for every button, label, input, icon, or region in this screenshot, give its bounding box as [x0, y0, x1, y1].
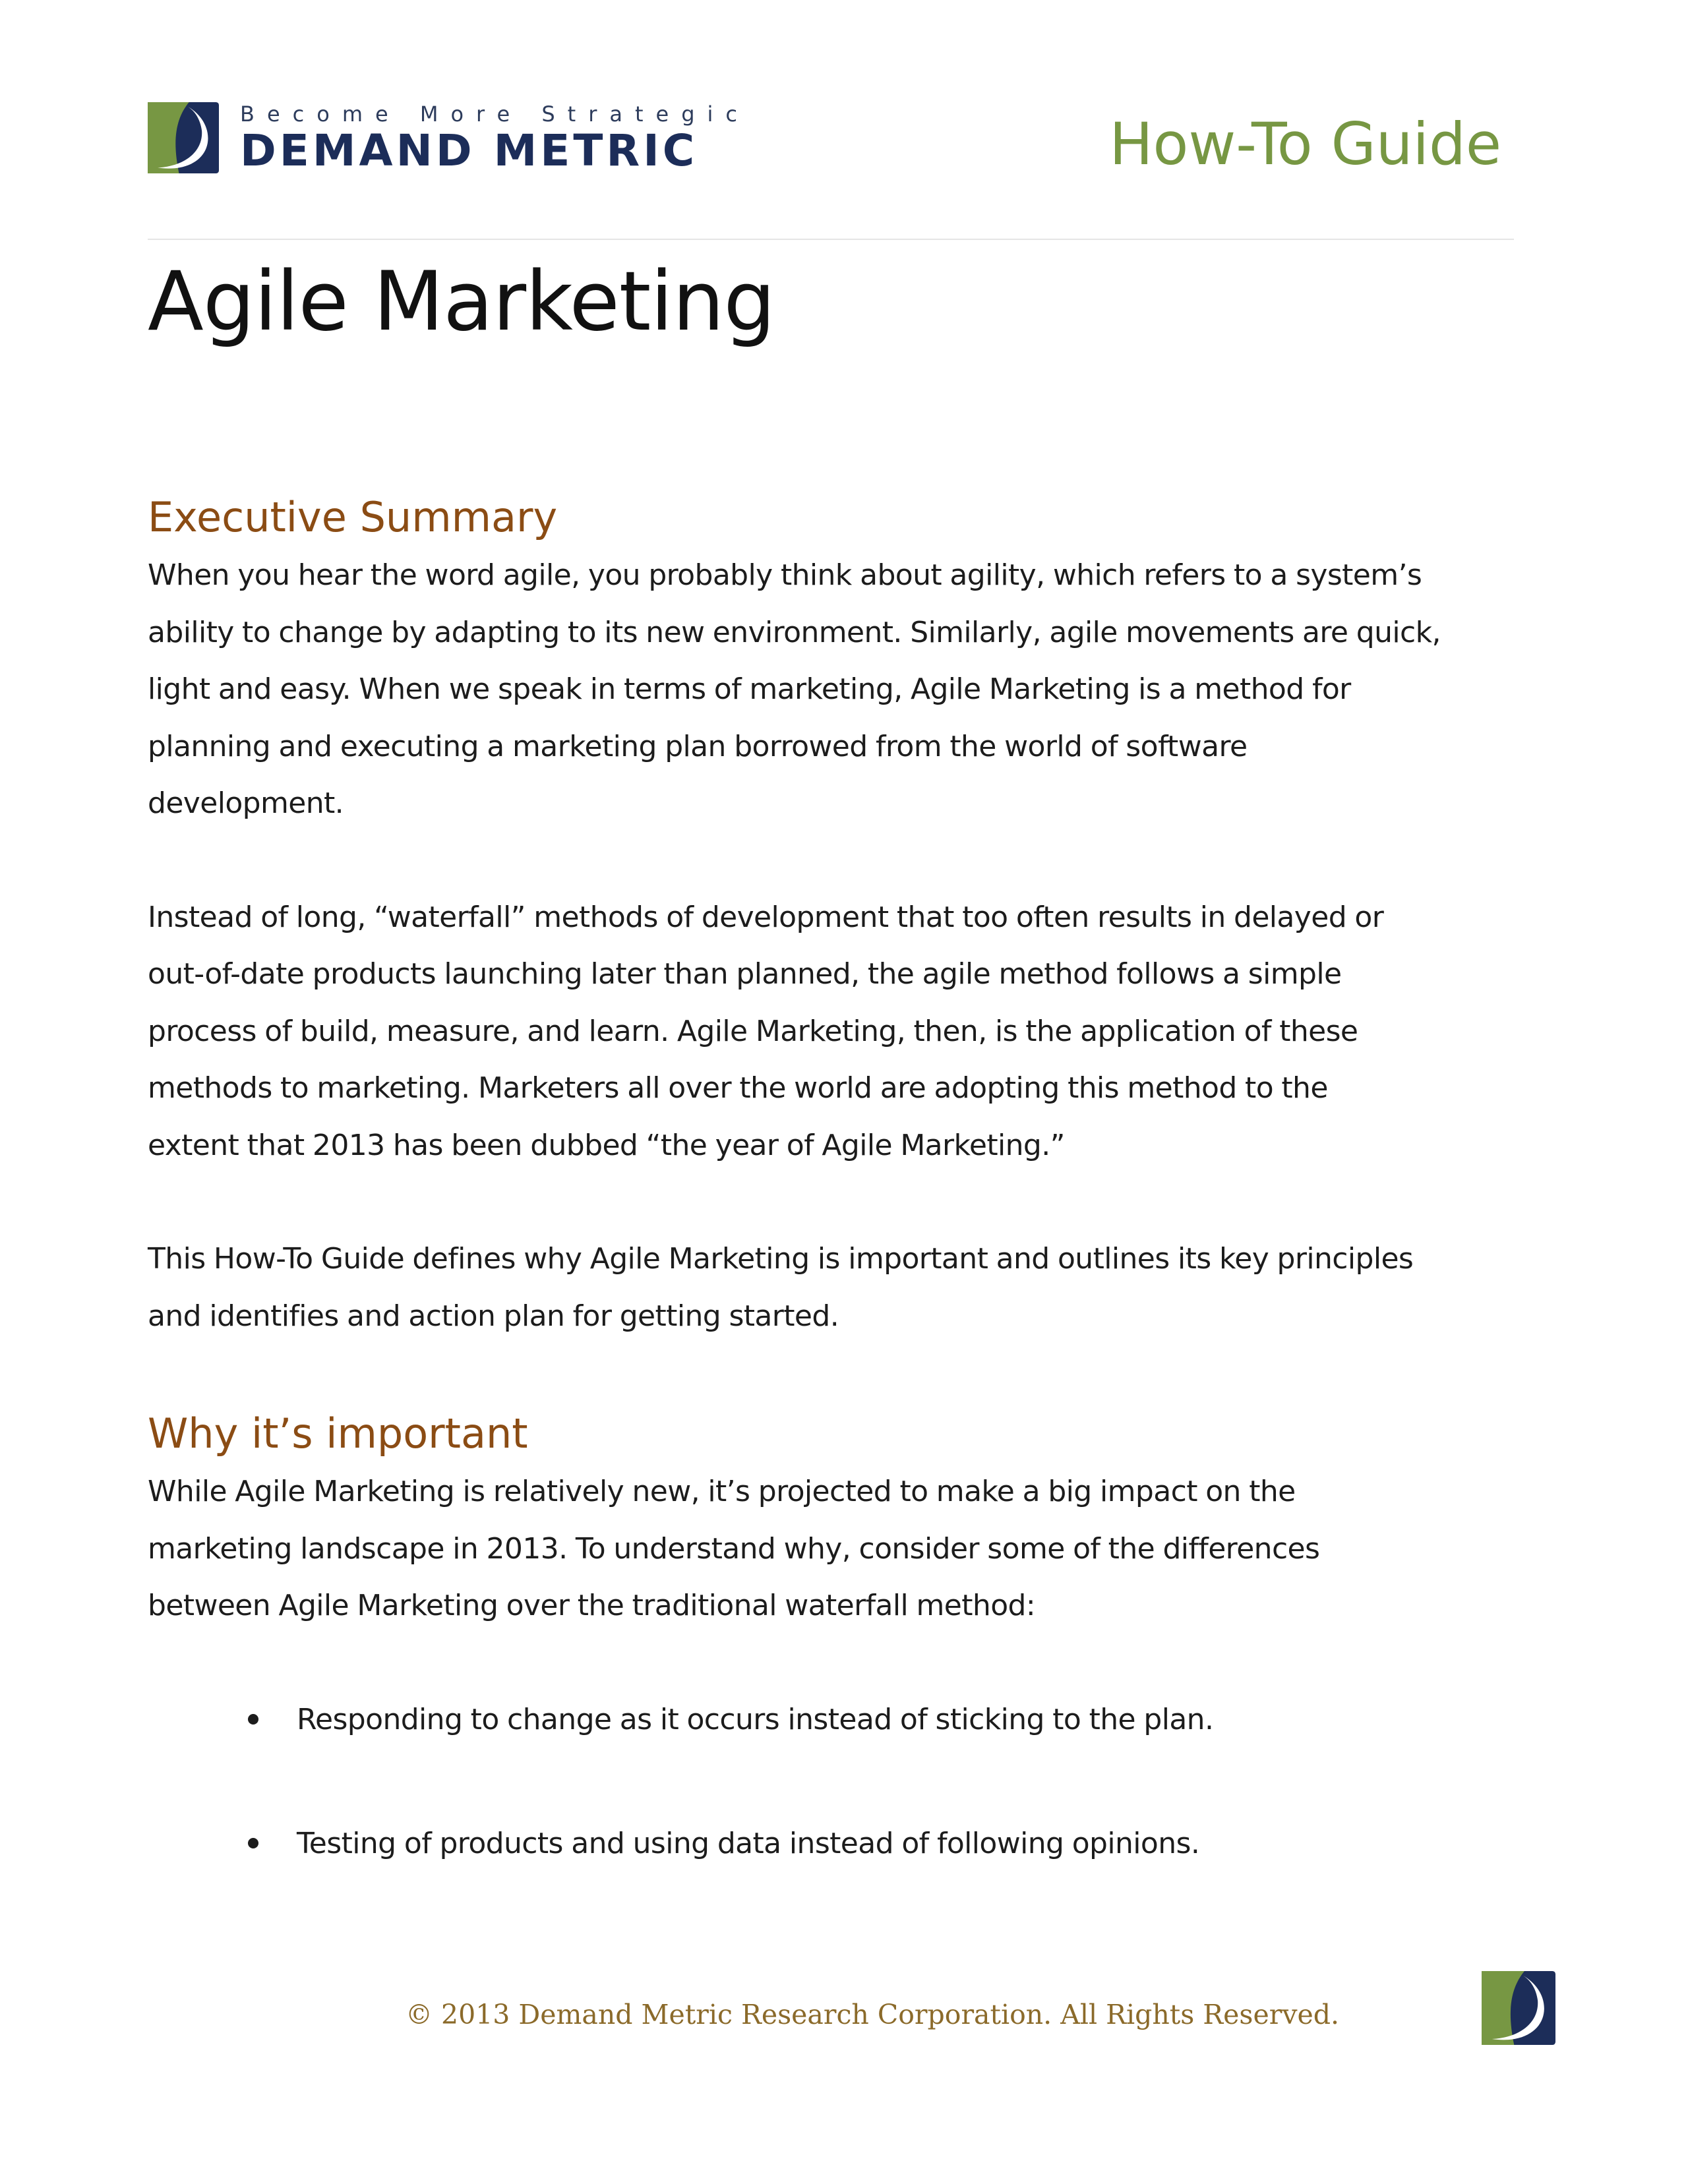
list-item: [148, 1692, 1539, 1815]
footer-copyright: © 2013 Demand Metric Research Corporation. All Rights Reserved.: [406, 1999, 1340, 2030]
text-line: When you hear the word agile, you probably think about agility, which refers to a system’s: [148, 558, 1422, 592]
page-title: Agile Marketing: [148, 254, 775, 349]
text-line: ability to change by adapting to its new environment. Similarly, agile movements are quick,: [148, 615, 1441, 649]
bullet-icon: [248, 1838, 258, 1848]
text-line: extent that 2013 has been dubbed “the year of Agile Marketing.”: [148, 1128, 1065, 1162]
list-item: [148, 1815, 1539, 1939]
paragraph-spacer: [148, 1174, 1539, 1231]
list-spacer: [148, 1635, 1539, 1692]
text-line: development.: [148, 786, 344, 820]
brand-logo: [148, 99, 807, 178]
logo-tagline: Become More Strategic: [240, 102, 750, 127]
text-line: planning and executing a marketing plan borrowed from the world of software: [148, 729, 1248, 763]
list-item-text: Testing of products and using data instead of following opinions.: [297, 1826, 1200, 1860]
list-item-text: Responding to change as it occurs instead of sticking to the plan.: [297, 1702, 1214, 1736]
paragraph-why-intro: [148, 1463, 1539, 1635]
text-line: methods to marketing. Marketers all over the world are adopting this method to the: [148, 1071, 1328, 1105]
section-heading-executive-summary: Executive Summary: [148, 493, 558, 541]
text-line: out-of-date products launching later than planned, the agile method follows a simple: [148, 957, 1342, 991]
document-body: [148, 488, 1539, 1939]
demand-metric-logo-icon: [148, 102, 219, 173]
text-line: between Agile Marketing over the traditional waterfall method:: [148, 1589, 1036, 1622]
paragraph-summary-intro: [148, 547, 1539, 833]
logo-wordmark: DEMAND METRIC: [240, 125, 698, 176]
header-divider: [148, 239, 1514, 240]
demand-metric-logo-icon: [1482, 1971, 1555, 2045]
differences-list: [148, 1692, 1539, 1939]
text-line: Instead of long, “waterfall” methods of development that too often results in delayed or: [148, 900, 1384, 934]
section-heading-why-important: Why it’s important: [148, 1409, 528, 1458]
text-line: While Agile Marketing is relatively new, it’s projected to make a big impact on the: [148, 1475, 1296, 1508]
text-line: and identifies and action plan for getting started.: [148, 1299, 839, 1333]
document-type-label: How-To Guide: [1109, 110, 1501, 178]
text-line: process of build, measure, and learn. Agile Marketing, then, is the application of these: [148, 1014, 1358, 1048]
paragraph-summary-waterfall: [148, 889, 1539, 1175]
text-line: marketing landscape in 2013. To understand why, consider some of the differences: [148, 1531, 1320, 1566]
section-spacer: [148, 1345, 1539, 1404]
paragraph-summary-guide: [148, 1231, 1539, 1345]
text-line: This How-To Guide defines why Agile Marketing is important and outlines its key principles: [148, 1242, 1414, 1276]
paragraph-spacer: [148, 833, 1539, 889]
text-line: light and easy. When we speak in terms of marketing, Agile Marketing is a method for: [148, 672, 1351, 706]
bullet-icon: [248, 1714, 258, 1725]
